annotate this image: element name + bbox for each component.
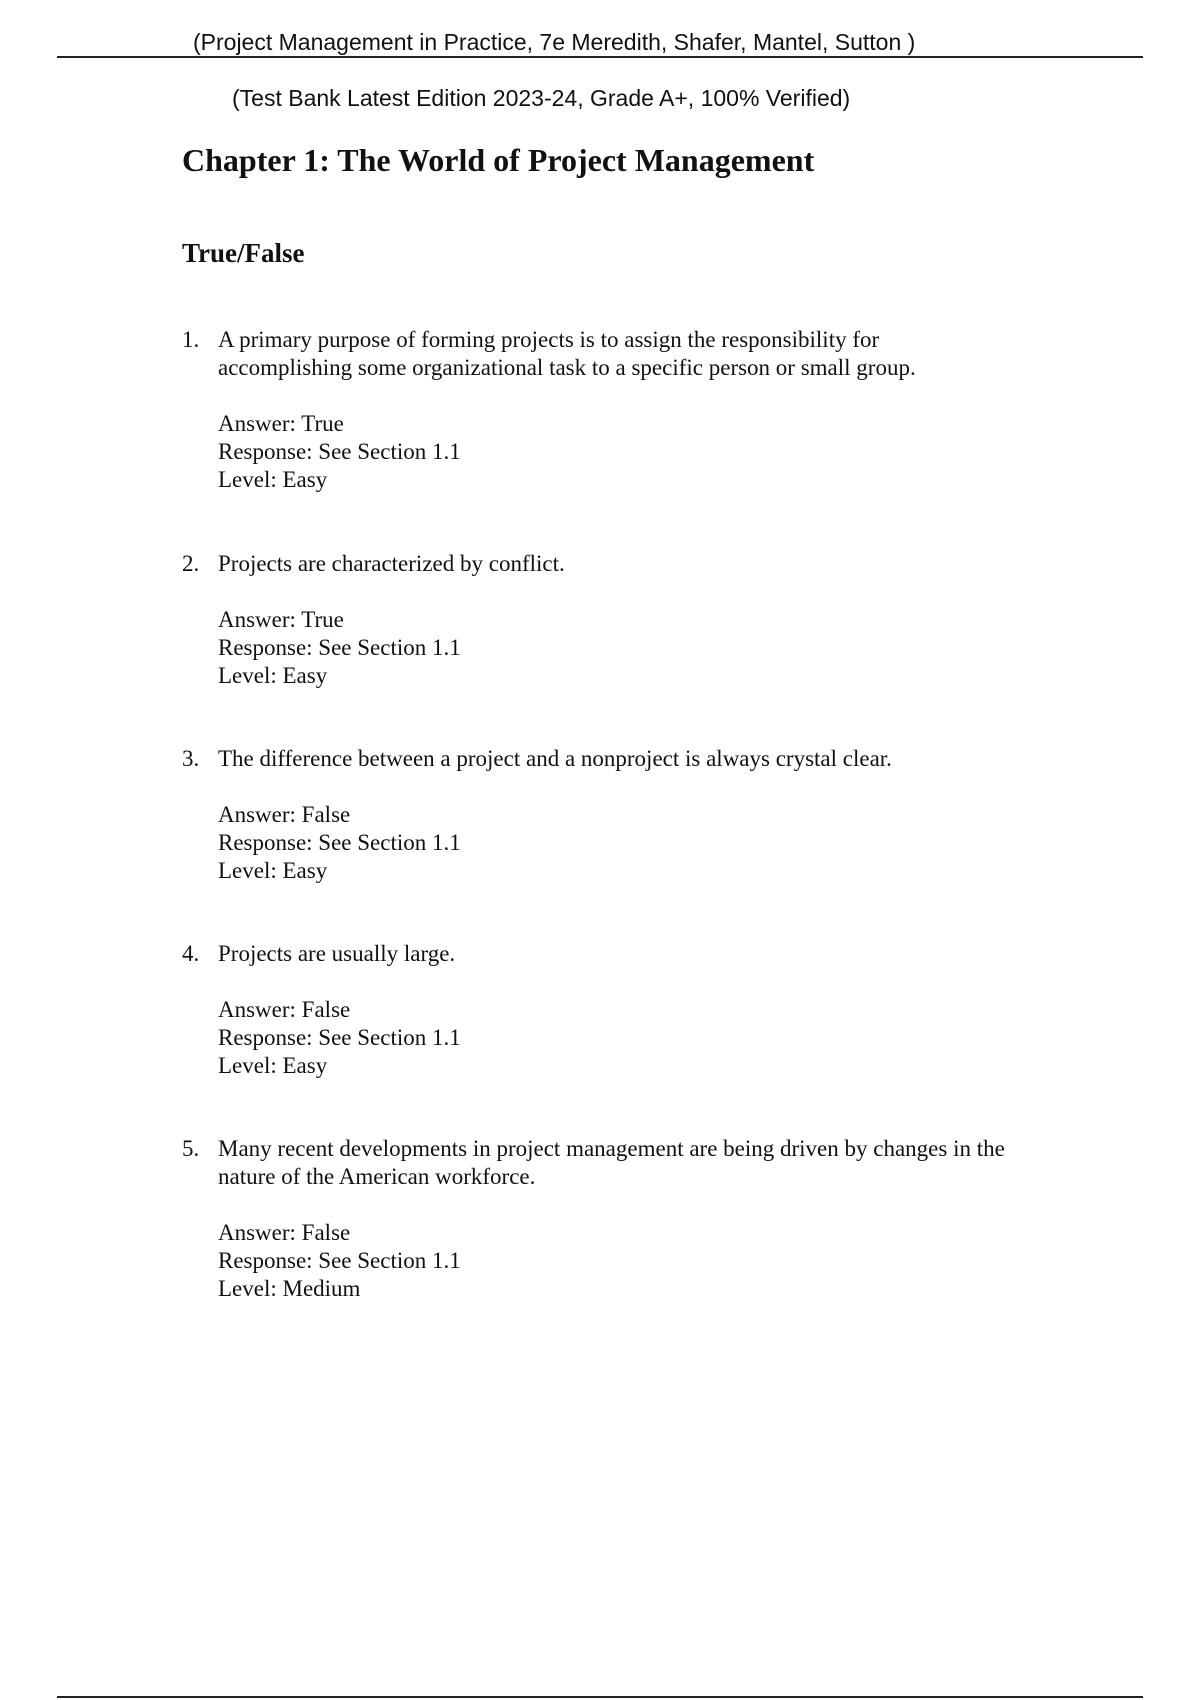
- question-text: [218, 1135, 1082, 1191]
- section-title: True/False: [182, 238, 305, 268]
- question-number: 3.: [182, 746, 200, 771]
- question-level: Level: Easy: [218, 467, 328, 492]
- question-number: 2.: [182, 551, 200, 576]
- question-line: nature of the American workforce.: [218, 1164, 536, 1189]
- question-answer: Answer: False: [218, 997, 351, 1022]
- question-line: A primary purpose of forming projects is to assign the responsibility for: [218, 327, 880, 352]
- question-response: Response: See Section 1.1: [218, 1248, 461, 1273]
- question-text: [218, 940, 1082, 968]
- chapter-title: Chapter 1: The World of Project Management: [182, 142, 815, 178]
- running-header: [57, 26, 1143, 58]
- question-answer: Answer: False: [218, 1220, 351, 1245]
- question-item: [182, 550, 1082, 690]
- question-response: Response: See Section 1.1: [218, 1025, 461, 1050]
- question-item: [182, 326, 1082, 494]
- question-text: [218, 745, 1082, 773]
- question-answer: Answer: True: [218, 607, 344, 632]
- question-meta: [218, 410, 1082, 494]
- question-response: Response: See Section 1.1: [218, 830, 461, 855]
- question-meta: [218, 996, 1082, 1080]
- question-text: [218, 550, 1082, 578]
- question-level: Level: Easy: [218, 1053, 328, 1078]
- question-number: 4.: [182, 941, 200, 966]
- question-response: Response: See Section 1.1: [218, 635, 461, 660]
- question-number: 1.: [182, 327, 200, 352]
- question-answer: Answer: True: [218, 411, 344, 436]
- question-line: Projects are characterized by conflict.: [218, 551, 565, 576]
- question-meta: [218, 1219, 1082, 1303]
- footer-rule: [57, 1696, 1143, 1698]
- question-meta: [218, 801, 1082, 885]
- question-item: [182, 1135, 1082, 1303]
- question-line: accomplishing some organizational task to a specific person or small group.: [218, 355, 916, 380]
- question-response: Response: See Section 1.1: [218, 439, 461, 464]
- question-line: Many recent developments in project management are being driven by changes in the: [218, 1136, 1005, 1161]
- document-subtitle: (Test Bank Latest Edition 2023-24, Grade A+, 100% Verified): [232, 85, 851, 111]
- question-line: The difference between a project and a nonproject is always crystal clear.: [218, 746, 892, 771]
- question-number: 5.: [182, 1136, 200, 1161]
- question-line: Projects are usually large.: [218, 941, 456, 966]
- running-header-title: (Project Management in Practice, 7e Meredith, Shafer, Mantel, Sutton ): [193, 29, 916, 55]
- question-item: [182, 940, 1082, 1080]
- question-level: Level: Easy: [218, 663, 328, 688]
- question-answer: Answer: False: [218, 802, 351, 827]
- question-level: Level: Medium: [218, 1276, 361, 1301]
- question-text: [218, 326, 1082, 382]
- question-item: [182, 745, 1082, 885]
- question-meta: [218, 606, 1082, 690]
- question-level: Level: Easy: [218, 858, 328, 883]
